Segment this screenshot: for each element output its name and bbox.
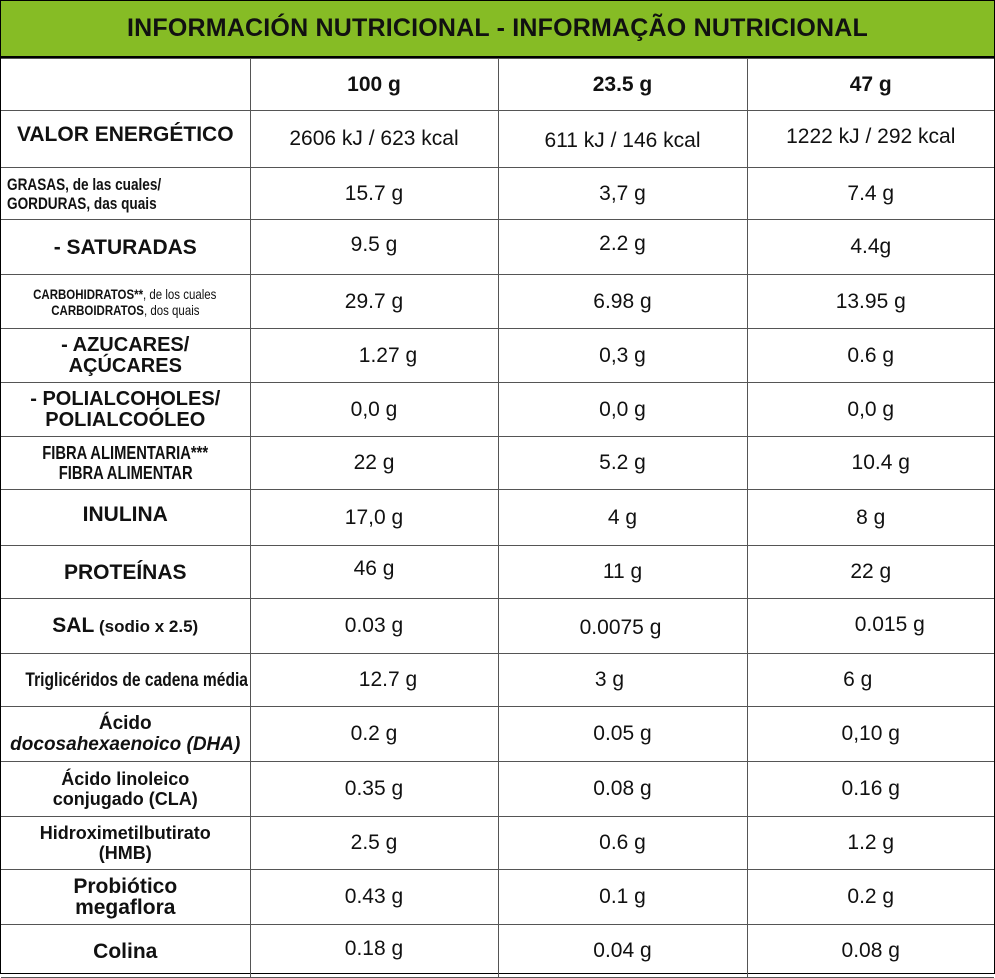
row-label-line: FIBRA ALIMENTAR xyxy=(58,463,193,483)
row-label-text: PROTEÍNAS xyxy=(63,560,187,584)
cell-value xyxy=(498,329,747,383)
cell-value xyxy=(250,546,498,599)
row-label-line: GORDURAS, das quais xyxy=(7,193,157,213)
value-text: 4 g xyxy=(607,505,638,529)
row-label-text: - SATURADAS xyxy=(53,235,197,259)
cell-value xyxy=(250,490,498,546)
row-label xyxy=(1,817,250,870)
row-label xyxy=(1,546,250,599)
row-label xyxy=(1,111,250,168)
cell-value xyxy=(747,111,994,168)
value-text: 0.43 g xyxy=(344,885,404,908)
row-label-line: Probiótico xyxy=(73,875,178,898)
value-text: 29.7 g xyxy=(344,289,404,313)
value-text: 9.5 g xyxy=(350,233,398,256)
value-text: 0.08 g xyxy=(841,939,900,962)
row-label-line: GRASAS, de las cuales/ xyxy=(7,174,162,194)
row-label-line: POLIALCOÓLEO xyxy=(45,408,206,431)
row-label xyxy=(1,329,250,383)
cell-value xyxy=(250,168,498,220)
value-text: 0.2 g xyxy=(350,722,398,745)
cell-value xyxy=(498,925,747,978)
cell-value xyxy=(250,437,498,490)
value-text: 8 g xyxy=(856,505,886,529)
row-label-line: docosahexaenoico (DHA) xyxy=(10,734,241,755)
cell-value xyxy=(250,707,498,762)
value-text: 46 g xyxy=(353,557,395,580)
row-label-text: VALOR ENERGÉTICO xyxy=(16,122,234,146)
value-text: 0,0 g xyxy=(599,397,646,421)
cell-value xyxy=(747,437,994,490)
value-text: 1.2 g xyxy=(847,831,895,854)
header-cell-47g: 47 g xyxy=(747,59,994,111)
value-text: 22 g xyxy=(353,451,395,474)
value-text: 12.7 g xyxy=(358,668,418,691)
row-label-line: Ácido xyxy=(98,713,152,734)
value-text: 7.4 g xyxy=(847,181,895,205)
value-text: 0,0 g xyxy=(847,397,895,421)
cell-value xyxy=(250,762,498,817)
row-label xyxy=(1,490,250,546)
value-text: 11 g xyxy=(602,560,643,583)
table-row xyxy=(1,654,994,707)
cell-value xyxy=(250,599,498,654)
value-text: 0,0 g xyxy=(350,397,398,421)
row-label-text: Triglicéridos de cadena média xyxy=(25,669,248,691)
value-text: 15.7 g xyxy=(344,181,404,205)
table-title: INFORMACIÓN NUTRICIONAL - INFORMAÇÃO NUTRICIONAL xyxy=(1,1,994,58)
row-label-line: (HMB) xyxy=(98,843,152,863)
table-row xyxy=(1,220,994,275)
value-text: 0.1 g xyxy=(599,885,646,908)
row-label-text: Colina xyxy=(93,939,158,963)
row-label xyxy=(1,437,250,490)
cell-value xyxy=(498,762,747,817)
table-row xyxy=(1,437,994,490)
cell-value xyxy=(747,762,994,817)
row-label-main: SAL xyxy=(52,614,95,637)
row-label xyxy=(1,762,250,817)
table-row xyxy=(1,275,994,329)
cell-value xyxy=(498,275,747,329)
cell-value xyxy=(498,383,747,437)
cell-value xyxy=(498,870,747,925)
value-text: 3,7 g xyxy=(599,181,646,205)
header-cell-23-5g: 23.5 g xyxy=(498,59,747,111)
cell-value xyxy=(747,654,994,707)
cell-value xyxy=(250,383,498,437)
cell-value xyxy=(250,925,498,978)
value-text: 0.18 g xyxy=(344,937,404,960)
value-text: 0.16 g xyxy=(841,777,900,800)
row-label xyxy=(1,599,250,654)
cell-value xyxy=(747,925,994,978)
table-row xyxy=(1,383,994,437)
cell-value xyxy=(250,654,498,707)
cell-value xyxy=(498,490,747,546)
table-row xyxy=(1,546,994,599)
value-text: 0.0075 g xyxy=(579,616,662,639)
cell-value xyxy=(250,817,498,870)
row-label xyxy=(1,220,250,275)
cell-value xyxy=(250,329,498,383)
cell-value xyxy=(250,275,498,329)
value-text: 2.2 g xyxy=(599,232,646,255)
cell-value xyxy=(747,599,994,654)
row-label-line: Ácido linoleico xyxy=(61,769,190,789)
row-label-sub: (sodio x 2.5) xyxy=(94,617,199,636)
value-text: 1222 kJ / 292 kcal xyxy=(786,125,956,148)
value-text: 0.04 g xyxy=(593,939,652,962)
row-label-line: conjugado (CLA) xyxy=(52,789,198,809)
cell-value xyxy=(747,220,994,275)
cell-value xyxy=(747,707,994,762)
value-text: 17,0 g xyxy=(344,505,404,529)
row-label xyxy=(1,275,250,329)
cell-value xyxy=(498,220,747,275)
cell-value xyxy=(498,168,747,220)
cell-value xyxy=(498,707,747,762)
cell-value xyxy=(250,220,498,275)
row-label-text: INULINA xyxy=(82,503,168,526)
cell-value xyxy=(498,599,747,654)
cell-value xyxy=(498,546,747,599)
cell-value xyxy=(747,329,994,383)
row-label-bold: CARBOIDRATOS xyxy=(51,301,144,318)
value-text: 13.95 g xyxy=(835,289,906,313)
row-label xyxy=(1,383,250,437)
row-label xyxy=(1,925,250,978)
row-label xyxy=(1,870,250,925)
row-label xyxy=(1,168,250,220)
cell-value xyxy=(498,437,747,490)
row-label-bold: CARBOHIDRATOS** xyxy=(33,285,144,302)
row-label-line: Hidroximetilbutirato xyxy=(39,823,211,843)
cell-value xyxy=(498,111,747,168)
cell-value xyxy=(747,168,994,220)
value-text: 6 g xyxy=(843,668,873,691)
cell-value xyxy=(498,654,747,707)
table-row xyxy=(1,707,994,762)
table-row xyxy=(1,870,994,925)
value-text: 4.4g xyxy=(850,235,892,258)
value-text: 0.35 g xyxy=(344,777,404,800)
value-text: 611 kJ / 146 kcal xyxy=(544,129,701,152)
cell-value xyxy=(747,817,994,870)
value-text: 0.03 g xyxy=(344,614,404,637)
table-row xyxy=(1,762,994,817)
value-text: 6.98 g xyxy=(593,289,652,313)
row-label xyxy=(1,707,250,762)
header-row xyxy=(1,59,994,111)
table-row xyxy=(1,490,994,546)
cell-value xyxy=(747,383,994,437)
row-label-rest: , dos quais xyxy=(143,301,200,318)
value-text: 0.6 g xyxy=(599,831,646,854)
table-row xyxy=(1,599,994,654)
header-cell-100g: 100 g xyxy=(250,59,498,111)
table-row xyxy=(1,111,994,168)
value-text: 22 g xyxy=(850,560,892,583)
cell-value xyxy=(250,111,498,168)
value-text: 5.2 g xyxy=(599,451,646,474)
value-text: 0.2 g xyxy=(847,885,895,908)
header-cell-label xyxy=(1,59,250,111)
cell-value xyxy=(747,275,994,329)
row-label xyxy=(1,654,250,707)
row-label-rest: , de los cuales xyxy=(143,285,217,302)
table-row xyxy=(1,925,994,978)
value-text: 0,10 g xyxy=(841,722,900,745)
value-text: 0.05 g xyxy=(593,722,652,745)
row-label-line: FIBRA ALIMENTARIA*** xyxy=(42,443,209,463)
value-text: 0.08 g xyxy=(593,777,652,800)
row-label-line: megaflora xyxy=(75,896,176,919)
table-row xyxy=(1,817,994,870)
cell-value xyxy=(250,870,498,925)
value-text: 2606 kJ / 623 kcal xyxy=(289,127,459,150)
value-text: 1.27 g xyxy=(358,343,418,367)
row-label-line: - POLIALCOHOLES/ xyxy=(30,387,221,410)
table-row xyxy=(1,329,994,383)
row-label-line: AÇÚCARES xyxy=(68,354,182,377)
value-text: 0.015 g xyxy=(854,613,925,636)
cell-value xyxy=(498,817,747,870)
nutrition-grid xyxy=(1,58,994,978)
value-text: 0,3 g xyxy=(599,343,646,367)
value-text: 10.4 g xyxy=(851,451,910,474)
value-text: 3 g xyxy=(594,668,625,691)
cell-value xyxy=(747,870,994,925)
cell-value xyxy=(747,490,994,546)
value-text: 2.5 g xyxy=(350,831,398,854)
cell-value xyxy=(747,546,994,599)
table-row xyxy=(1,168,994,220)
row-label-line: - AZUCARES/ xyxy=(61,333,190,356)
value-text: 0.6 g xyxy=(847,343,895,367)
